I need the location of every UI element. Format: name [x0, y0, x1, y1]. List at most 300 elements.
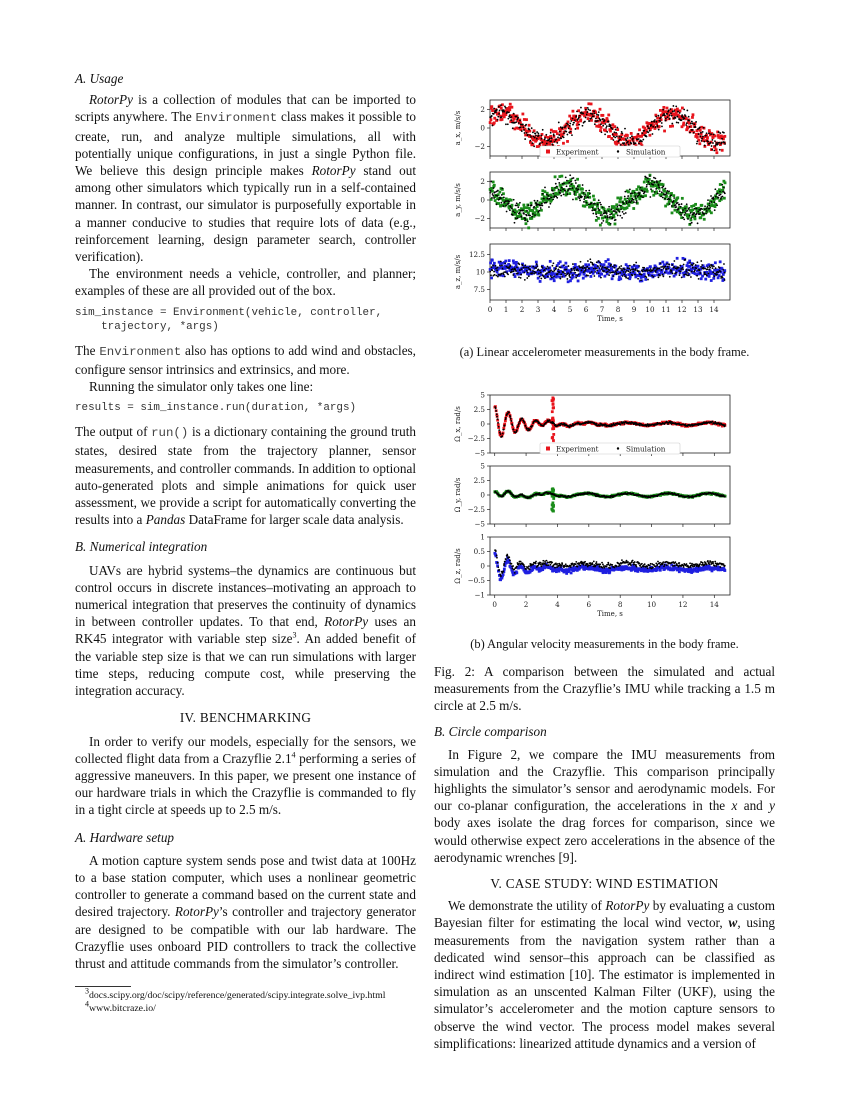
simulation-point [653, 121, 655, 123]
simulation-point [508, 412, 510, 414]
simulation-point [692, 129, 694, 131]
simulation-point [616, 136, 618, 138]
experiment-point [552, 399, 555, 402]
experiment-point [577, 121, 580, 124]
panel-1 [454, 391, 730, 458]
simulation-point [604, 119, 606, 121]
simulation-point [617, 273, 619, 275]
simulation-point [502, 433, 504, 435]
simulation-point [602, 125, 604, 127]
experiment-point [643, 273, 646, 276]
experiment-point [704, 278, 707, 281]
simulation-point [553, 423, 555, 425]
simulation-point [559, 192, 561, 194]
simulation-point [504, 262, 506, 264]
simulation-point [652, 270, 654, 272]
simulation-point [524, 279, 526, 281]
simulation-point [596, 261, 598, 263]
simulation-point [584, 196, 586, 198]
experiment-point [491, 109, 494, 112]
simulation-point [620, 144, 622, 146]
panel-3 [454, 244, 730, 323]
simulation-point [564, 566, 566, 568]
simulation-point [500, 576, 502, 578]
experiment-point [708, 275, 711, 278]
simulation-point [612, 266, 614, 268]
simulation-point [662, 186, 664, 188]
simulation-point [697, 211, 699, 213]
simulation-point [528, 566, 530, 568]
simulation-point [594, 203, 596, 205]
y-tick-label: 0 [480, 123, 485, 133]
simulation-point [532, 213, 534, 215]
simulation-point [566, 278, 568, 280]
simulation-point [516, 266, 518, 268]
simulation-point [553, 135, 555, 137]
simulation-point [627, 267, 629, 269]
numerical-integration-heading: B. Numerical integration [75, 539, 208, 555]
simulation-point [521, 268, 523, 270]
simulation-point [606, 213, 608, 215]
simulation-point [720, 194, 722, 196]
simulation-point [646, 184, 648, 186]
simulation-point [605, 271, 607, 273]
simulation-point [606, 267, 608, 269]
panel-3 [454, 533, 730, 619]
simulation-point [724, 425, 726, 427]
simulation-point [542, 560, 544, 562]
experiment-point [714, 261, 717, 264]
simulation-point [512, 214, 514, 216]
simulation-point [555, 266, 557, 268]
simulation-point [525, 264, 527, 266]
experiment-point [581, 188, 584, 191]
simulation-point [515, 121, 517, 123]
simulation-point [629, 271, 631, 273]
simulation-point [614, 267, 616, 269]
simulation-point [505, 123, 507, 125]
simulation-point [667, 266, 669, 268]
simulation-point [713, 133, 715, 135]
simulation-point [616, 273, 618, 275]
simulation-point [538, 273, 540, 275]
experiment-point [515, 264, 518, 267]
simulation-point [713, 275, 715, 277]
simulation-point [519, 202, 521, 204]
simulation-point [533, 273, 535, 275]
simulation-point [527, 272, 529, 274]
simulation-point [675, 204, 677, 206]
simulation-point [699, 135, 701, 137]
simulation-point [532, 266, 534, 268]
simulation-point [573, 122, 575, 124]
simulation-point [655, 188, 657, 190]
simulation-point [605, 123, 607, 125]
simulation-point [679, 112, 681, 114]
simulation-point [537, 133, 539, 135]
simulation-point [505, 107, 507, 109]
simulation-point [587, 107, 589, 109]
experiment-point [666, 107, 669, 110]
simulation-point [716, 274, 718, 276]
simulation-point [542, 129, 544, 131]
simulation-point [651, 180, 653, 182]
simulation-point [597, 208, 599, 210]
simulation-point [699, 213, 701, 215]
simulation-point [623, 274, 625, 276]
simulation-point [498, 198, 500, 200]
simulation-point [599, 202, 601, 204]
experiment-point [616, 197, 619, 200]
simulation-point [569, 123, 571, 125]
simulation-point [699, 269, 701, 271]
simulation-point [520, 274, 522, 276]
simulation-point [666, 263, 668, 265]
experiment-point [509, 103, 512, 106]
simulation-point [547, 198, 549, 200]
simulation-point [531, 272, 533, 274]
simulation-point [647, 177, 649, 179]
simulation-point [673, 197, 675, 199]
simulation-point [675, 272, 677, 274]
simulation-point [559, 131, 561, 133]
simulation-point [694, 208, 696, 210]
x-axis-label: Time, s [597, 315, 623, 323]
simulation-point [702, 136, 704, 138]
simulation-point [641, 140, 643, 142]
simulation-point [596, 216, 598, 218]
simulation-point [545, 562, 547, 564]
experiment-point [710, 211, 713, 214]
simulation-point [704, 272, 706, 274]
simulation-point [659, 180, 661, 182]
experiment-point [537, 214, 540, 217]
simulation-point [560, 126, 562, 128]
simulation-point [495, 111, 497, 113]
simulation-point [609, 214, 611, 216]
simulation-point [525, 426, 527, 428]
simulation-point [631, 274, 633, 276]
simulation-point [673, 110, 675, 112]
experiment-point [572, 276, 575, 279]
simulation-point [615, 270, 617, 272]
simulation-point [621, 269, 623, 271]
simulation-point [550, 269, 552, 271]
simulation-point [606, 125, 608, 127]
simulation-point [536, 263, 538, 265]
simulation-point [610, 223, 612, 225]
simulation-point [566, 193, 568, 195]
simulation-point [638, 138, 640, 140]
simulation-point [540, 278, 542, 280]
simulation-point [680, 270, 682, 272]
experiment-point [577, 280, 580, 283]
experiment-point [676, 196, 679, 199]
simulation-point [696, 208, 698, 210]
experiment-point [679, 109, 682, 112]
simulation-point [575, 182, 577, 184]
simulation-point [662, 276, 664, 278]
simulation-point [558, 269, 560, 271]
simulation-point [647, 270, 649, 272]
experiment-point [494, 199, 497, 202]
simulation-point [701, 140, 703, 142]
experiment-point [551, 502, 554, 505]
simulation-point [550, 564, 552, 566]
footnote-3-mark: 3 [85, 986, 89, 996]
simulation-point [638, 265, 640, 267]
simulation-point [707, 206, 709, 208]
experiment-point [576, 127, 579, 130]
experiment-point [552, 433, 555, 436]
simulation-point [513, 270, 515, 272]
simulation-point [497, 567, 499, 569]
simulation-point [667, 268, 669, 270]
simulation-point [608, 121, 610, 123]
simulation-point [605, 127, 607, 129]
simulation-point [585, 117, 587, 119]
simulation-point [699, 126, 701, 128]
simulation-point [575, 115, 577, 117]
simulation-point [591, 113, 593, 115]
simulation-point [504, 425, 506, 427]
simulation-point [636, 200, 638, 202]
simulation-point [547, 266, 549, 268]
simulation-point [654, 119, 656, 121]
experiment-point [569, 279, 572, 282]
experiment-point [554, 175, 557, 178]
simulation-point [692, 123, 694, 125]
simulation-point [496, 557, 498, 559]
numerical-integration-paragraph: UAVs are hybrid systems–the dynamics are continuous but control occurs in discrete instances–motivating an approach to numerical integration that preserves the continuity of dynamics in between controller updates. To that end, RotorPy uses an RK45 integrator with variable step size$^3$. An added benefit of the variable step size is that we can run simulations with larger time steps, reducing compute cost, while preserving the integration accuracy. [75, 562, 416, 699]
simulation-point [531, 425, 533, 427]
simulation-point [720, 198, 722, 200]
simulation-point [512, 268, 514, 270]
simulation-point [582, 113, 584, 115]
experiment-point [491, 259, 494, 262]
simulation-point [539, 270, 541, 272]
simulation-point [491, 269, 493, 271]
simulation-point [673, 260, 675, 262]
simulation-point [491, 115, 493, 117]
experiment-point [552, 428, 555, 431]
simulation-point [630, 200, 632, 202]
simulation-point [524, 138, 526, 140]
simulation-point [715, 196, 717, 198]
simulation-point [525, 568, 527, 570]
simulation-point [505, 205, 507, 207]
simulation-point [621, 217, 623, 219]
simulation-point [554, 270, 556, 272]
simulation-point [601, 266, 603, 268]
experiment-point [566, 140, 569, 143]
experiment-point [607, 114, 610, 117]
footnote-4-link[interactable]: www.bitcraze.io/ [89, 1003, 156, 1015]
simulation-point [550, 132, 552, 134]
simulation-point [497, 119, 499, 121]
experiment-point [616, 128, 619, 131]
simulation-point [526, 215, 528, 217]
experiment-point [663, 130, 666, 133]
simulation-point [712, 139, 714, 141]
simulation-point [683, 109, 685, 111]
experiment-point [618, 200, 621, 203]
simulation-point [685, 115, 687, 117]
simulation-point [682, 209, 684, 211]
simulation-point [512, 274, 514, 276]
simulation-point [623, 203, 625, 205]
simulation-point [627, 277, 629, 279]
simulation-point [652, 126, 654, 128]
simulation-point [552, 270, 554, 272]
experiment-point [510, 106, 513, 109]
simulation-point [565, 269, 567, 271]
simulation-point [558, 271, 560, 273]
simulation-point [722, 196, 724, 198]
simulation-point [561, 276, 563, 278]
experiment-point [528, 124, 531, 127]
simulation-point [515, 218, 517, 220]
simulation-point [589, 109, 591, 111]
simulation-point [689, 270, 691, 272]
experiment-point [601, 114, 604, 117]
simulation-point [709, 202, 711, 204]
y-tick-label: 5 [480, 391, 485, 400]
simulation-point [493, 187, 495, 189]
simulation-point [586, 114, 588, 116]
experiment-point [552, 440, 555, 443]
simulation-point [537, 200, 539, 202]
simulation-point [500, 202, 502, 204]
simulation-point [672, 273, 674, 275]
simulation-point [693, 263, 695, 265]
simulation-point [706, 132, 708, 134]
simulation-point [608, 206, 610, 208]
simulation-point [554, 567, 556, 569]
simulation-point [495, 410, 497, 412]
simulation-point [704, 205, 706, 207]
simulation-point [566, 180, 568, 182]
simulation-point [501, 187, 503, 189]
simulation-point [542, 564, 544, 566]
simulation-point [701, 208, 703, 210]
simulation-point [518, 263, 520, 265]
y-tick-label: −2 [474, 214, 485, 224]
experiment-point [696, 136, 699, 139]
simulation-point [614, 137, 616, 139]
y-axis-label: Ω_x, rad/s [454, 406, 462, 443]
simulation-point [681, 203, 683, 205]
simulation-point [497, 419, 499, 421]
experiment-point [599, 224, 602, 227]
simulation-point [685, 271, 687, 273]
simulation-point [552, 265, 554, 267]
simulation-point [659, 190, 661, 192]
simulation-point [598, 114, 600, 116]
experiment-point [593, 198, 596, 201]
simulation-point [599, 265, 601, 267]
simulation-point [637, 133, 639, 135]
footnote-3-link[interactable]: docs.scipy.org/doc/scipy/reference/generated/scipy.integrate.solve_ivp.html [89, 990, 386, 1002]
simulation-point [599, 262, 601, 264]
simulation-point [658, 186, 660, 188]
simulation-point [676, 122, 678, 124]
simulation-point [643, 267, 645, 269]
simulation-point [510, 206, 512, 208]
simulation-point [491, 197, 493, 199]
simulation-point [700, 260, 702, 262]
simulation-point [687, 218, 689, 220]
simulation-point [570, 271, 572, 273]
simulation-point [688, 120, 690, 122]
simulation-point [582, 192, 584, 194]
simulation-point [626, 270, 628, 272]
simulation-point [570, 567, 572, 569]
simulation-point [693, 132, 695, 134]
experiment-point [697, 265, 700, 268]
simulation-point [549, 203, 551, 205]
simulation-point [601, 131, 603, 133]
experiment-point [629, 276, 632, 279]
simulation-point [536, 265, 538, 267]
simulation-point [578, 273, 580, 275]
simulation-point [707, 268, 709, 270]
experiment-point [649, 265, 652, 268]
simulation-point [570, 183, 572, 185]
experiment-point [522, 204, 525, 207]
simulation-point [617, 215, 619, 217]
simulation-point [620, 208, 622, 210]
experiment-point [552, 506, 555, 509]
simulation-point [693, 123, 695, 125]
simulation-point [677, 122, 679, 124]
simulation-point [649, 130, 651, 132]
simulation-point [500, 198, 502, 200]
simulation-point [551, 562, 553, 564]
simulation-point [658, 129, 660, 131]
simulation-point [598, 199, 600, 201]
simulation-point [587, 275, 589, 277]
simulation-point [501, 194, 503, 196]
simulation-point [597, 265, 599, 267]
experiment-point [630, 132, 633, 135]
simulation-point [508, 267, 510, 269]
simulation-point [695, 121, 697, 123]
simulation-point [623, 213, 625, 215]
simulation-point [496, 416, 498, 418]
simulation-point [693, 212, 695, 214]
simulation-point [657, 115, 659, 117]
simulation-point [582, 267, 584, 269]
simulation-point [547, 276, 549, 278]
simulation-point [541, 138, 543, 140]
experiment-point [643, 181, 646, 184]
simulation-point [706, 210, 708, 212]
simulation-point [496, 109, 498, 111]
simulation-point [582, 125, 584, 127]
simulation-point [660, 262, 662, 264]
simulation-point [685, 124, 687, 126]
simulation-point [593, 115, 595, 117]
benchmarking-paragraph: In order to verify our models, especially for the sensors, we collected flight data from a Crazyflie $2.1^4$ performing a series of aggressive maneuvers. In this paper, we present one instance of our hardware trials in which the Crazyflie is commanded to fly in a tight circle at speeds up to 2.5 m/s. [75, 733, 416, 818]
experiment-point [510, 199, 513, 202]
experiment-point [611, 277, 614, 280]
simulation-point [661, 269, 663, 271]
simulation-point [644, 191, 646, 193]
simulation-point [610, 264, 612, 266]
experiment-point [681, 107, 684, 110]
y-tick-label: −5 [474, 519, 485, 529]
